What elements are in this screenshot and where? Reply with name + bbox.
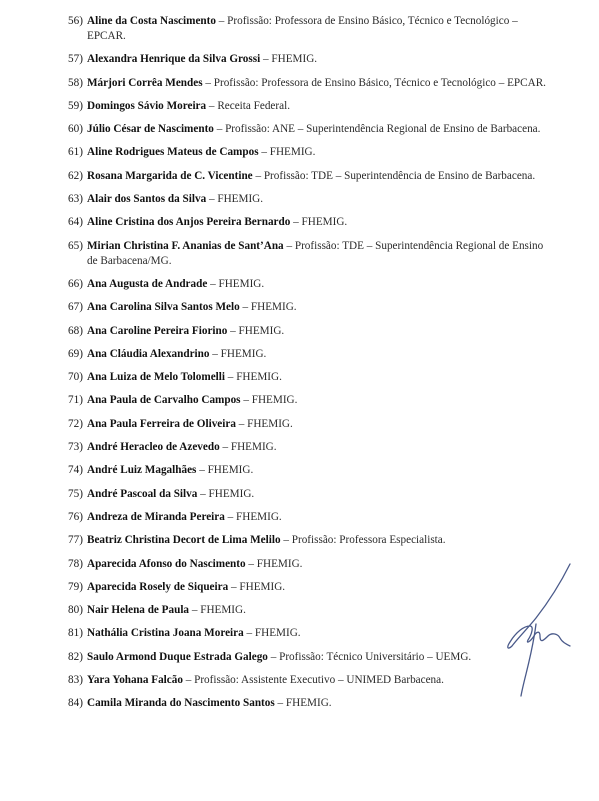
list-item: [68, 650, 548, 665]
list-item: [68, 557, 548, 572]
person-name: Mirian Christina F. Ananias de Sant’Ana: [87, 239, 284, 252]
list-item: [68, 300, 548, 315]
person-name: Ana Augusta de Andrade: [87, 277, 208, 290]
list-item: [68, 370, 548, 385]
person-name: Ana Caroline Pereira Fiorino: [87, 324, 228, 337]
item-number: 70): [68, 371, 83, 384]
list-item: [68, 696, 548, 711]
person-name: Andreza de Miranda Pereira: [87, 510, 225, 523]
person-name: Ana Carolina Silva Santos Melo: [87, 301, 240, 314]
person-name: Aline da Costa Nascimento: [87, 15, 216, 27]
person-name: André Luiz Magalhães: [87, 464, 197, 477]
person-affiliation: – Profissão: TDE – Superintendência Regional de Ensino de Barbacena/MG.: [87, 239, 544, 267]
item-number: 69): [68, 347, 83, 360]
person-name: Ana Paula de Carvalho Campos: [87, 394, 241, 407]
item-number: 68): [68, 324, 83, 337]
item-number: 64): [68, 216, 83, 229]
list-item: [68, 169, 548, 184]
list-item: [68, 239, 548, 269]
item-number: 80): [68, 604, 83, 617]
list-item: [68, 99, 548, 114]
list-item: [68, 533, 548, 548]
person-affiliation: – FHEMIG.: [219, 441, 277, 454]
person-name: Domingos Sávio Moreira: [87, 99, 207, 112]
person-affiliation: – Receita Federal.: [206, 99, 290, 112]
person-affiliation: – Profissão: Professora de Ensino Básico, Técnico e Tecnológico – EPCAR.: [202, 76, 546, 89]
person-affiliation: – FHEMIG.: [224, 510, 282, 523]
person-affiliation: – FHEMIG.: [243, 627, 301, 640]
person-affiliation: – FHEMIG.: [240, 394, 298, 407]
list-item: [68, 417, 548, 432]
person-name: André Pascoal da Silva: [87, 487, 198, 500]
person-affiliation: – Profissão: ANE – Superintendência Regional de Ensino de Barbacena.: [213, 123, 541, 136]
person-name: Yara Yohana Falcão: [87, 674, 183, 687]
person-name: Ana Cláudia Alexandrino: [87, 347, 210, 360]
person-name: Aline Cristina dos Anjos Pereira Bernardo: [87, 216, 291, 229]
person-affiliation: – FHEMIG.: [258, 146, 316, 159]
item-number: 82): [68, 650, 83, 663]
list-item: [68, 580, 548, 595]
item-number: 77): [68, 534, 83, 547]
list-item: [68, 626, 548, 641]
list-item: [68, 277, 548, 292]
person-affiliation: – FHEMIG.: [197, 487, 255, 500]
list-item: [68, 673, 548, 688]
list-item: [68, 487, 548, 502]
item-number: 74): [68, 464, 83, 477]
person-affiliation: – FHEMIG.: [228, 580, 286, 593]
list-item: [68, 510, 548, 525]
person-affiliation: – Profissão: Professora de Ensino Básico, Técnico e Tecnológico – EPCAR.: [87, 15, 518, 42]
item-number: 72): [68, 417, 83, 430]
signatory-list: [68, 14, 548, 720]
item-number: 84): [68, 697, 83, 710]
list-item: [68, 192, 548, 207]
list-item: [68, 122, 548, 137]
person-name: Márjori Corrêa Mendes: [87, 76, 203, 89]
person-name: André Heracleo de Azevedo: [87, 441, 220, 454]
handwritten-signature: [492, 560, 582, 700]
person-name: Ana Luiza de Melo Tolomelli: [87, 371, 225, 384]
person-affiliation: – FHEMIG.: [206, 193, 264, 206]
person-name: Beatriz Christina Decort de Lima Melilo: [87, 534, 281, 547]
person-affiliation: – FHEMIG.: [290, 216, 348, 229]
item-number: 83): [68, 674, 83, 687]
person-affiliation: – FHEMIG.: [189, 604, 246, 617]
item-number: 62): [68, 169, 83, 182]
item-number: 57): [68, 53, 83, 66]
item-number: 71): [68, 394, 83, 407]
item-number: 75): [68, 487, 83, 500]
item-number: 73): [68, 441, 83, 454]
person-affiliation: – FHEMIG.: [274, 697, 332, 710]
list-item: [68, 463, 548, 478]
item-number: 63): [68, 193, 83, 206]
person-affiliation: – Profissão: TDE – Superintendência de Ensino de Barbacena.: [252, 169, 536, 182]
person-affiliation: – FHEMIG.: [196, 464, 254, 477]
person-name: Alair dos Santos da Silva: [87, 193, 207, 206]
person-affiliation: – Profissão: Técnico Universitário – UEMG.: [267, 650, 472, 663]
person-affiliation: – FHEMIG.: [207, 277, 265, 290]
item-number: 61): [68, 146, 83, 159]
item-number: 56): [68, 15, 83, 27]
person-affiliation: – FHEMIG.: [260, 53, 318, 66]
list-item: [68, 347, 548, 362]
person-name: Saulo Armond Duque Estrada Galego: [87, 650, 268, 663]
person-name: Júlio César de Nascimento: [87, 123, 214, 136]
item-number: 60): [68, 123, 83, 136]
list-item: [68, 52, 548, 67]
person-affiliation: – FHEMIG.: [225, 371, 282, 384]
list-item: [68, 393, 548, 408]
person-affiliation: – Profissão: Professora Especialista.: [280, 534, 446, 547]
list-item: [68, 440, 548, 455]
item-number: 65): [68, 239, 83, 252]
person-affiliation: – FHEMIG.: [227, 324, 285, 337]
person-name: Aparecida Rosely de Siqueira: [87, 580, 229, 593]
list-item: [68, 145, 548, 160]
list-item: [68, 215, 548, 230]
person-name: Rosana Margarida de C. Vicentine: [87, 169, 253, 182]
person-name: Nathália Cristina Joana Moreira: [87, 627, 244, 640]
list-item: [68, 76, 548, 91]
item-number: 79): [68, 580, 83, 593]
person-affiliation: – FHEMIG.: [235, 417, 293, 430]
item-number: 78): [68, 557, 83, 570]
person-name: Aline Rodrigues Mateus de Campos: [87, 146, 259, 159]
list-item: [68, 324, 548, 339]
item-number: 81): [68, 627, 83, 640]
list-item: [68, 603, 548, 618]
item-number: 67): [68, 301, 83, 314]
person-affiliation: – FHEMIG.: [209, 347, 267, 360]
person-name: Ana Paula Ferreira de Oliveira: [87, 417, 236, 430]
person-affiliation: – FHEMIG.: [239, 301, 297, 314]
person-name: Nair Helena de Paula: [87, 604, 190, 617]
item-number: 66): [68, 277, 83, 290]
item-number: 58): [68, 76, 83, 89]
list-item: [68, 14, 548, 44]
person-name: Aparecida Afonso do Nascimento: [87, 557, 246, 570]
person-name: Alexandra Henrique da Silva Grossi: [87, 53, 261, 66]
person-affiliation: – Profissão: Assistente Executivo – UNIMED Barbacena.: [182, 674, 444, 687]
item-number: 59): [68, 99, 83, 112]
person-affiliation: – FHEMIG.: [245, 557, 303, 570]
person-name: Camila Miranda do Nascimento Santos: [87, 697, 275, 710]
item-number: 76): [68, 510, 83, 523]
